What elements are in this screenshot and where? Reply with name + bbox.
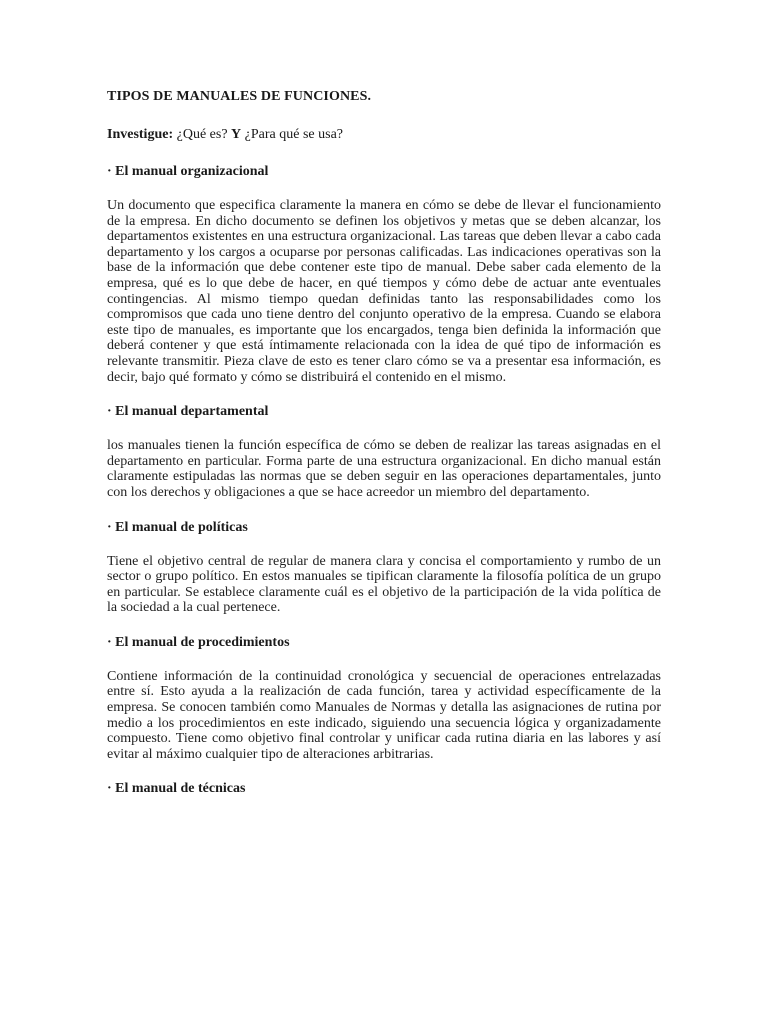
question-que-es: ¿Qué es? (176, 127, 228, 142)
section-body-organizacional: Un documento que especifica claramente la manera en cómo se debe de llevar el funcionamiento de la empresa. En dicho documento se definen los objetivos y metas que se deben alcanzar, los departamentos existentes en una estructura organizacional. Las tareas que deben llevar a cabo cada departamento y los cargos a ocuparse por personas calificadas. Las indicaciones operativas son la base de la información que debe contener este tipo de manual. Debe saber cada elemento de la empresa, qué es lo que debe de hacer, en qué tiempos y cómo debe de actuar ante eventuales contingencias. Al mismo tiempo quedan definidas tanto las responsabilidades como los compromisos que cada uno tiene dentro del conjunto operativo de la empresa. Cuando se elabora este tipo de manuales, es importante que los encargados, tenga bien definida la información que deberá contener y que está íntimamente relacionada con la idea de qué tipo de información es relevante transmitir. Pieza clave de esto es tener claro cómo se va a presentar esa información, es decir, bajo qué formato y cómo se distribuirá el contenido en el mismo. (107, 198, 661, 385)
section-heading-departamental: · El manual departamental (107, 404, 269, 420)
investigue-label: Investigue: (107, 127, 174, 142)
section-body-procedimientos: Contiene información de la continuidad cronológica y secuencial de operaciones entrelazadas entre sí. Esto ayuda a la realización de cada función, tarea y actividad específicamente de la empresa. Se conocen también como Manuales de Normas y detalla las asignaciones de rutina por medio a los procedimientos en este indicado, siguiendo una secuencia lógica y organizadamente compuesto. Tiene como objetivo final controlar y unificar cada rutina diaria en las labores y así evitar al máximo cualquier tipo de alteraciones arbitrarias. (107, 668, 661, 762)
section-heading-tecnicas: · El manual de técnicas (107, 781, 246, 797)
investigue-line (107, 126, 661, 143)
section-heading-organizacional: · El manual organizacional (107, 164, 269, 179)
section-body-departamental: los manuales tienen la función específica de cómo se deben de realizar las tareas asignadas en el departamento en particular. Forma parte de una estructura organizacional. En dicho manual están claramente estipuladas las normas que se deben seguir en las operaciones departamentales, junto con los derechos y obligaciones a que se hace acreedor un miembro del departamento. (107, 438, 661, 500)
section-heading-procedimientos: · El manual de procedimientos (107, 634, 290, 650)
document-title: TIPOS DE MANUALES DE FUNCIONES. (107, 89, 372, 104)
question-para-que: ¿Para qué se usa? (244, 127, 344, 142)
section-heading-politicas: · El manual de políticas (107, 519, 248, 535)
section-body-politicas: Tiene el objetivo central de regular de manera clara y concisa el comportamiento y rumbo de un sector o grupo político. En estos manuales se tipifican claramente la filosofía política de un grupo en particular. Se establece claramente cuál es el objetivo de la participación de la vida política de la sociedad a la cual pertenece. (107, 553, 661, 616)
conjunction-y: Y (231, 127, 242, 142)
